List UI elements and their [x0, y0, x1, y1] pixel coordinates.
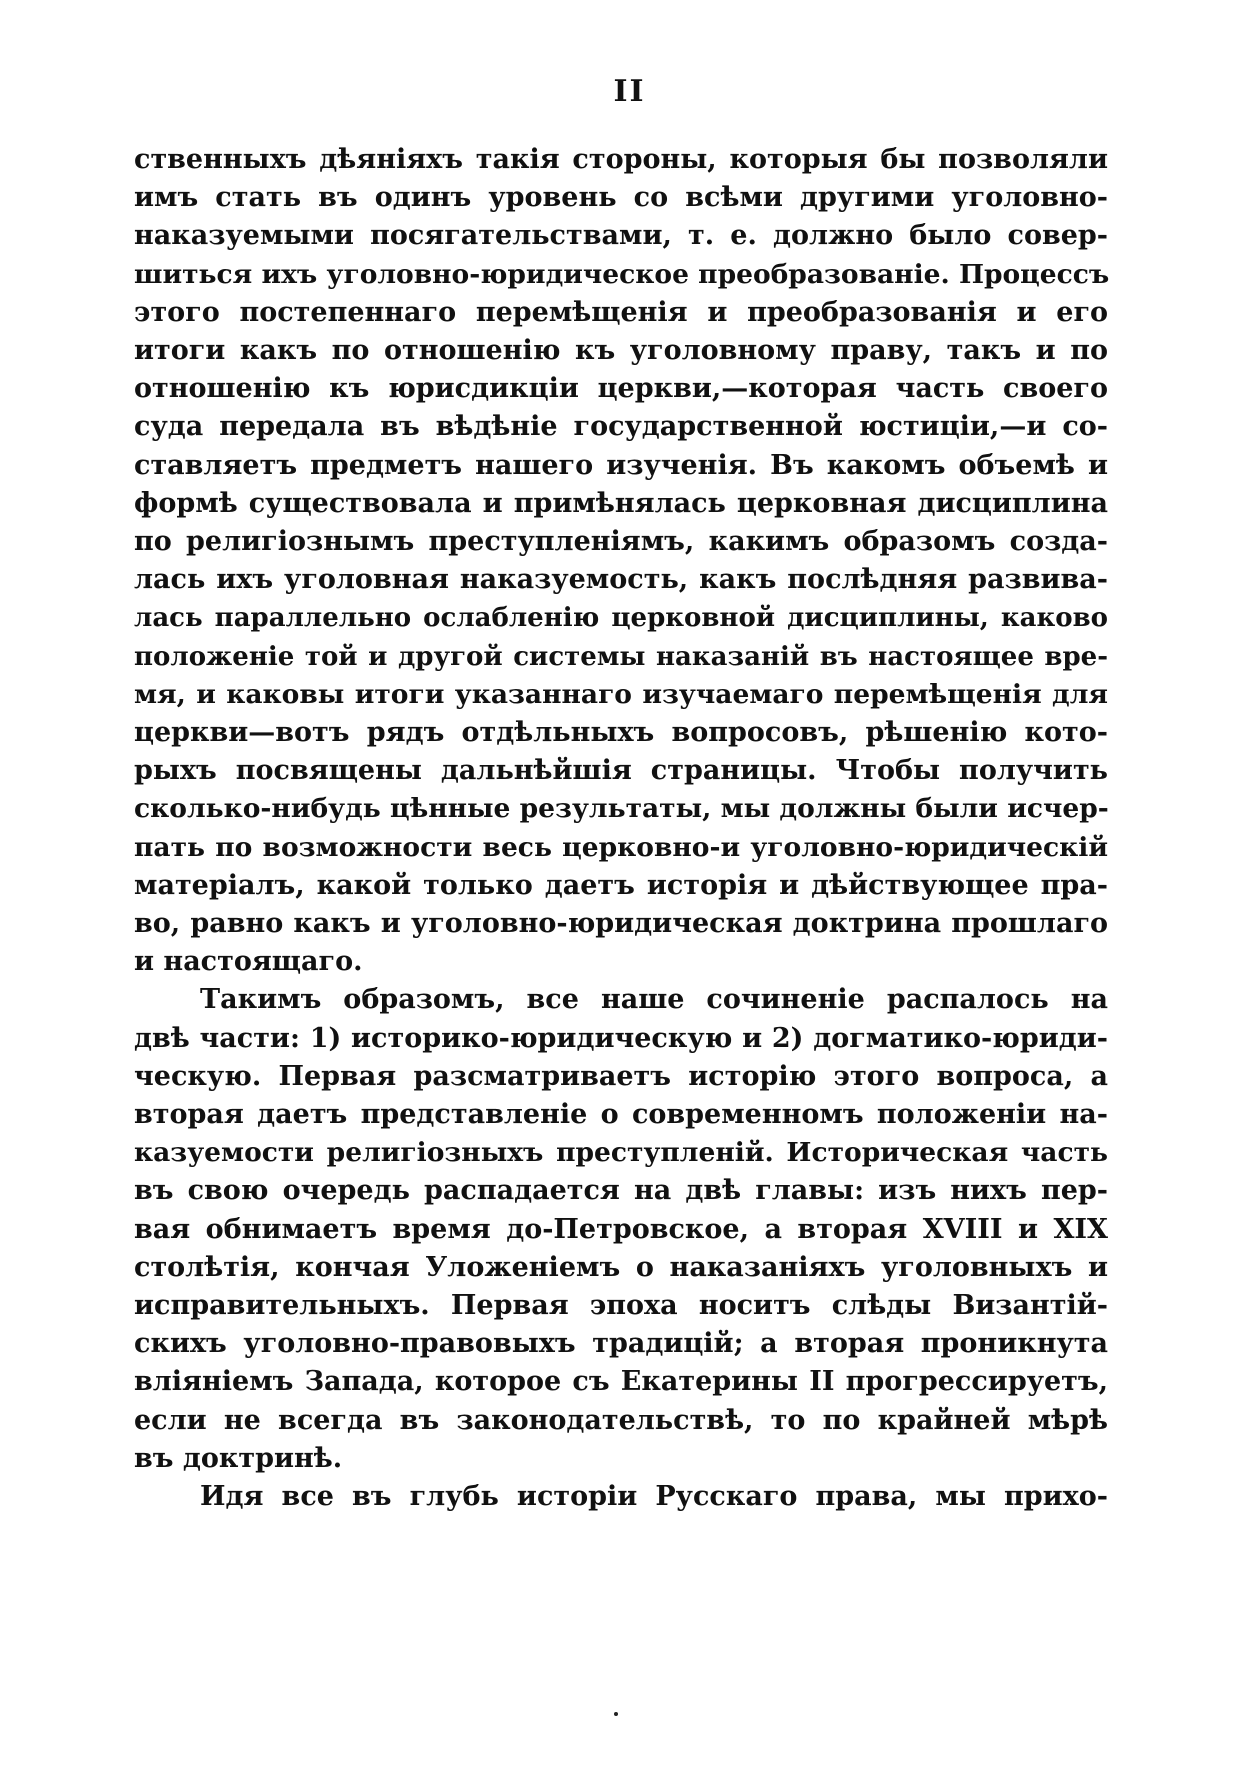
text-line: и настоящаго. — [134, 946, 363, 978]
text-line: вліяніемъ Запада, которое съ Екатерины II прогрессируетъ, — [134, 1366, 1108, 1398]
text-line: рыхъ посвящены дальнѣйшія страницы. Чтобы получить — [134, 755, 1108, 787]
text-line: церкви—вотъ рядъ отдѣльныхъ вопросовъ, рѣшенію кото- — [134, 717, 1108, 748]
text-line: ческую. Первая разсматриваетъ исторію этого вопроса, а — [134, 1060, 1108, 1092]
text-line: двѣ части: 1) историко-юридическую и 2) догматико-юриди- — [134, 1022, 1108, 1054]
text-line: ственныхъ дѣяніяхъ такія стороны, которыя бы позволяли — [134, 144, 1108, 175]
text-line: Идя все въ глубь исторіи Русскаго права, мы прихо- — [200, 1481, 1108, 1512]
text-line: мя, и каковы итоги указаннаго изучаемаго перемѣщенія для — [134, 678, 1108, 710]
text-line: вая обнимаетъ время до-Петровское, а вторая XVIII и XIX — [134, 1213, 1108, 1245]
text-line: пать по возможности весь церковно-и уголовно-юридическій — [134, 831, 1108, 863]
text-line: по религіознымъ преступленіямъ, какимъ образомъ созда- — [134, 526, 1108, 557]
print-speck — [614, 1712, 618, 1716]
text-line: скихъ уголовно-правовыхъ традицій; а вторая проникнута — [134, 1328, 1108, 1360]
text-line: итоги какъ по отношенію къ уголовному праву, такъ и по — [134, 335, 1108, 366]
text-line: ставляетъ предметъ нашего изученія. Въ какомъ объемѣ и — [134, 449, 1108, 481]
text-line: положеніе той и другой системы наказаній въ настоящее вре- — [134, 641, 1108, 672]
text-line: во, равно какъ и уголовно-юридическая доктрина прошлаго — [134, 908, 1108, 939]
text-line: исправительныхъ. Первая эпоха носитъ слѣды Византій- — [134, 1290, 1108, 1321]
text-line: лась параллельно ослабленію церковной дисциплины, каково — [134, 603, 1108, 634]
text-line: въ доктринѣ. — [134, 1442, 343, 1474]
text-line: казуемости религіозныхъ преступленій. Историческая часть — [134, 1137, 1108, 1169]
text-line: матеріалъ, какой только даетъ исторія и дѣйствующее пра- — [134, 869, 1108, 901]
text-line: лась ихъ уголовная наказуемость, какъ послѣдняя развива- — [134, 564, 1108, 596]
text-line: имъ стать въ одинъ уровень со всѣми другими уголовно- — [134, 182, 1108, 214]
text-line: суда передала въ вѣдѣніе государственной юстиціи,—и со- — [134, 411, 1108, 443]
text-line: если не всегда въ законодательствѣ, то по крайней мѣрѣ — [134, 1404, 1108, 1436]
text-line: вторая даетъ представленіе о современномъ положеніи на- — [134, 1099, 1108, 1130]
text-line: этого постепеннаго перемѣщенія и преобразованія и его — [134, 296, 1108, 328]
text-line: формѣ существовала и примѣнялась церковная дисциплина — [134, 487, 1108, 519]
text-line: въ свою очередь распадается на двѣ главы: изъ нихъ пер- — [134, 1175, 1108, 1207]
text-line: шиться ихъ уголовно-юридическое преобразованіе. Процессъ — [134, 258, 1110, 290]
text-line: Такимъ образомъ, все наше сочиненіе распалось на — [200, 984, 1108, 1016]
text-line: отношенію къ юрисдикціи церкви,—которая часть своего — [134, 373, 1108, 405]
text-line: наказуемыми посягательствами, т. е. должно было совер- — [134, 220, 1108, 252]
text-line: столѣтія, кончая Уложеніемъ о наказаніяхъ уголовныхъ и — [134, 1251, 1108, 1283]
text-line: сколько-нибудь цѣнные результаты, мы должны были исчер- — [134, 793, 1109, 825]
page-number: II — [613, 74, 646, 109]
